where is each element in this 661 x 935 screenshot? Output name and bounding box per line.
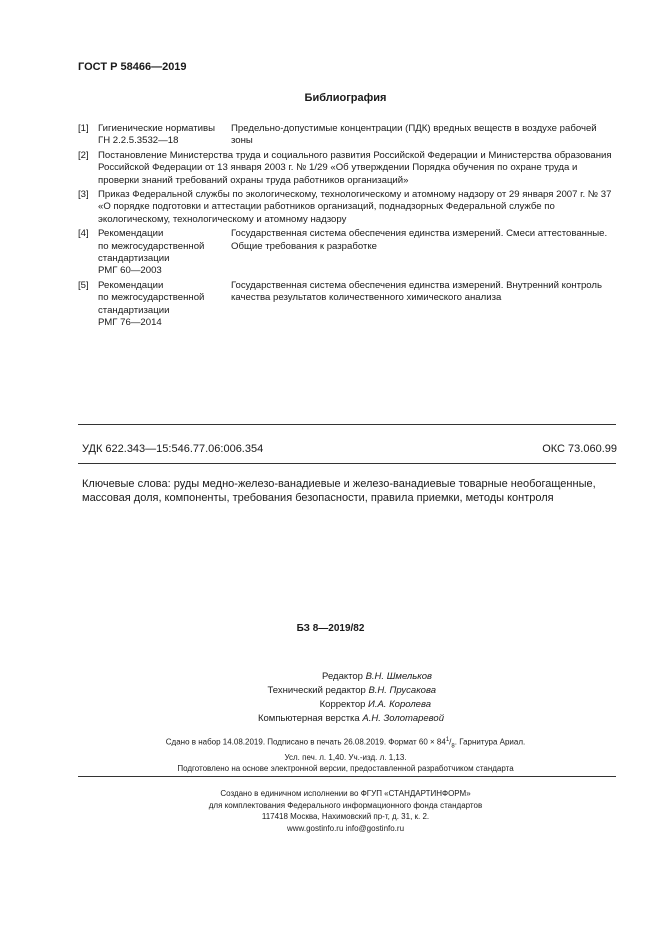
corrector-line: Корректор И.А. Королева — [319, 699, 431, 710]
divider — [78, 776, 616, 777]
pub-volume: Усл. печ. л. 1,40. Уч.-изд. л. 1,13. — [284, 753, 407, 763]
entry-document: Рекомендации по межгосударственной стандартизации РМГ 60—2003 — [98, 228, 205, 277]
standard-number: ГОСТ Р 58466—2019 — [78, 61, 187, 73]
bibliography-entry — [78, 228, 618, 278]
staff-list — [0, 670, 661, 726]
bibliography-list — [78, 123, 618, 332]
entry-title: Государственная система обеспечения единства измерений. Смеси аттестованные. Общие требования к разработке — [231, 228, 608, 252]
entry-title: Государственная система обеспечения единства измерений. Внутренний контроль качества результатов количественного химического анализа — [231, 279, 603, 304]
oks-code: ОКС 73.060.99 — [542, 443, 617, 455]
entry-document: Гигиенические нормативы ГН 2.2.5.3532—18 — [98, 123, 215, 147]
editor-line: Редактор В.Н. Шмельков — [322, 671, 432, 682]
bibliography-entry — [78, 150, 618, 187]
divider — [78, 424, 616, 425]
entry-number: [1] — [78, 123, 89, 134]
bibliography-entry — [78, 123, 618, 148]
publisher-credits: Создано в единичном исполнении во ФГУП «СТАНДАРТИНФОРМ» для комплектования Федерального информационного фонда стандартов 117418 Москва, Нахимовский пр-т, д. 31, к. 2. www.gostinfo.ru info@gostinfo.ru — [208, 789, 483, 833]
publication-info — [0, 735, 661, 774]
bibliography-entry — [78, 280, 618, 330]
tech-editor-line: Технический редактор В.Н. Прусакова — [267, 685, 436, 696]
pub-dates: Сдано в набор 14.08.2019. Подписано в печать 26.08.2019. Формат $60 \times 84^1/_8$. Гарнитура Ариал. — [165, 737, 526, 750]
entry-text: Постановление Министерства труда и социального развития Российской Федерации и Министерства образования Российской Федерации от 13 января 2003 г. № 1/29 «Об утверждении Порядка обучения по охране труда и проверки знаний требований охраны труда работников организаций» — [98, 149, 612, 186]
udk-code: УДК 622.343—15:546.77.06:006.354 — [82, 443, 264, 455]
layout-line: Компьютерная верстка А.Н. Золотаревой — [257, 713, 444, 724]
entry-number: [5] — [78, 279, 89, 291]
entry-number: [3] — [78, 189, 89, 201]
entry-document: Рекомендации по межгосударственной стандартизации РМГ 76—2014 — [98, 279, 205, 329]
divider — [78, 463, 616, 464]
entry-title: Предельно-допустимые концентрации (ПДК) вредных веществ в воздухе рабочей зоны — [231, 123, 597, 147]
entry-number: [2] — [78, 149, 89, 161]
bibliography-entry — [78, 189, 618, 226]
entry-number: [4] — [78, 228, 89, 240]
keywords: Ключевые слова: руды медно-железо-ванадиевые и железо-ванадиевые товарные необогащенные, массовая доля, компоненты, требования безопасности, правила приемки, методы контроля — [82, 478, 596, 504]
bz-number: БЗ 8—2019/82 — [296, 623, 365, 634]
bibliography-title: Библиография — [304, 92, 387, 104]
pub-source: Подготовлено на основе электронной версии, предоставленной разработчиком стандарта — [177, 764, 514, 774]
entry-text: Приказ Федеральной службы по экологическому, технологическому и атомному надзору от 29 января 2007 г. № 37 «О порядке подготовки и аттестации работников организаций, поднадзорных Федеральной службе по экологическому, технологическому и атомному надзору — [98, 189, 612, 225]
